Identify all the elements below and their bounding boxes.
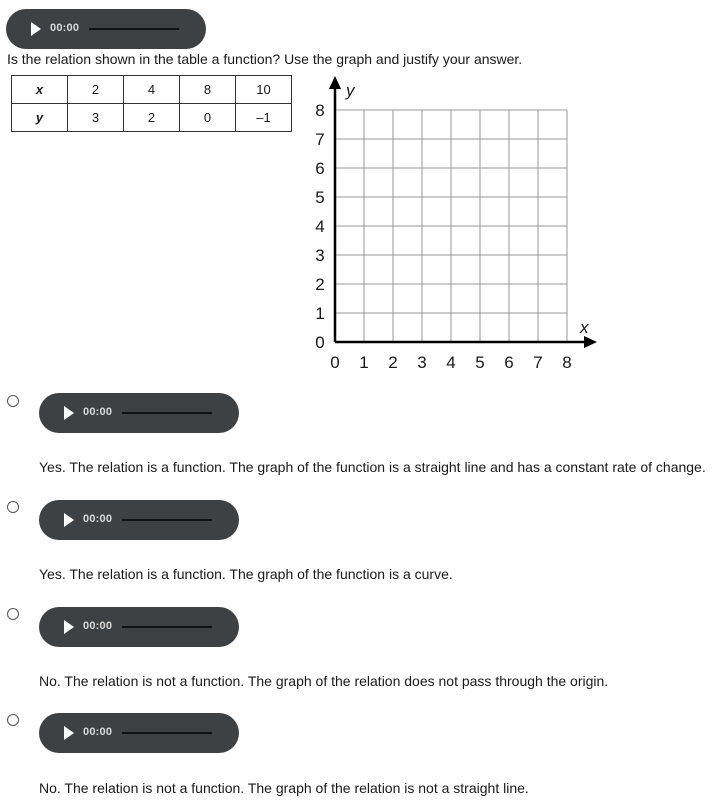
audio-time: 00:00 <box>50 22 80 34</box>
x-tick-label: 2 <box>388 353 398 372</box>
table-cell: –1 <box>236 104 292 132</box>
table-header-x: x <box>12 76 68 104</box>
y-tick-label: 6 <box>315 159 325 178</box>
y-tick-label: 8 <box>315 101 325 120</box>
option-4-audio-player[interactable] <box>39 713 239 753</box>
y-tick-label: 2 <box>315 275 325 294</box>
option-3-audio-player[interactable] <box>39 607 239 647</box>
x-tick-label: 8 <box>562 353 572 372</box>
audio-progress-track[interactable] <box>122 626 212 628</box>
y-axis-label: y <box>346 81 355 100</box>
relation-table <box>11 75 292 132</box>
option-4-radio[interactable] <box>7 714 19 726</box>
y-tick-label: 3 <box>315 246 325 265</box>
play-icon[interactable] <box>64 406 74 420</box>
coordinate-grid <box>300 72 610 377</box>
table-cell: 8 <box>180 76 236 104</box>
table-row <box>12 76 292 104</box>
option-4-text[interactable]: No. The relation is not a function. The graph of the relation is not a straight line. <box>39 780 529 796</box>
play-icon[interactable] <box>64 620 74 634</box>
option-3-radio[interactable] <box>7 608 19 620</box>
y-tick-label: 7 <box>315 130 325 149</box>
x-tick-label: 6 <box>504 353 514 372</box>
axes <box>329 76 597 348</box>
audio-progress-track[interactable] <box>122 412 212 414</box>
play-icon[interactable] <box>31 22 41 36</box>
table-cell: 10 <box>236 76 292 104</box>
y-tick-label: 4 <box>315 217 325 236</box>
table-cell: 0 <box>180 104 236 132</box>
x-axis-arrow-icon <box>584 336 597 348</box>
option-2-text[interactable]: Yes. The relation is a function. The graph of the function is a curve. <box>39 566 453 582</box>
audio-time: 00:00 <box>83 406 113 418</box>
option-1-text[interactable]: Yes. The relation is a function. The graph of the function is a straight line and has a constant rate of change. <box>39 459 706 475</box>
audio-time: 00:00 <box>83 513 113 525</box>
y-tick-labels <box>315 101 324 352</box>
table-cell: 3 <box>68 104 124 132</box>
y-tick-label: 5 <box>315 188 325 207</box>
option-2-audio-player[interactable] <box>39 500 239 540</box>
y-tick-label: 0 <box>315 333 325 352</box>
option-2-radio[interactable] <box>7 501 19 513</box>
play-icon[interactable] <box>64 726 74 740</box>
option-3-text[interactable]: No. The relation is not a function. The graph of the relation does not pass through the origin. <box>39 673 609 689</box>
x-tick-label: 5 <box>475 353 485 372</box>
y-axis-arrow-icon <box>329 76 341 89</box>
table-cell: 2 <box>124 104 180 132</box>
table-cell: 4 <box>124 76 180 104</box>
question-text: Is the relation shown in the table a function? Use the graph and justify your answer. <box>7 51 523 67</box>
audio-progress-track[interactable] <box>89 28 179 30</box>
x-tick-label: 3 <box>417 353 427 372</box>
table-header-y: y <box>12 104 68 132</box>
audio-progress-track[interactable] <box>122 732 212 734</box>
x-tick-label: 4 <box>446 353 456 372</box>
audio-time: 00:00 <box>83 726 113 738</box>
x-axis-label: x <box>580 318 589 337</box>
question-audio-player[interactable] <box>6 9 206 49</box>
option-1-audio-player[interactable] <box>39 393 239 433</box>
x-tick-label: 1 <box>359 353 369 372</box>
x-tick-labels <box>330 353 571 372</box>
audio-progress-track[interactable] <box>122 519 212 521</box>
x-tick-label: 7 <box>533 353 543 372</box>
grid-lines <box>335 110 567 342</box>
option-1-radio[interactable] <box>7 395 19 407</box>
table-row <box>12 104 292 132</box>
table-cell: 2 <box>68 76 124 104</box>
y-tick-label: 1 <box>315 304 325 323</box>
play-icon[interactable] <box>64 513 74 527</box>
audio-time: 00:00 <box>83 620 113 632</box>
x-tick-label: 0 <box>330 353 340 372</box>
